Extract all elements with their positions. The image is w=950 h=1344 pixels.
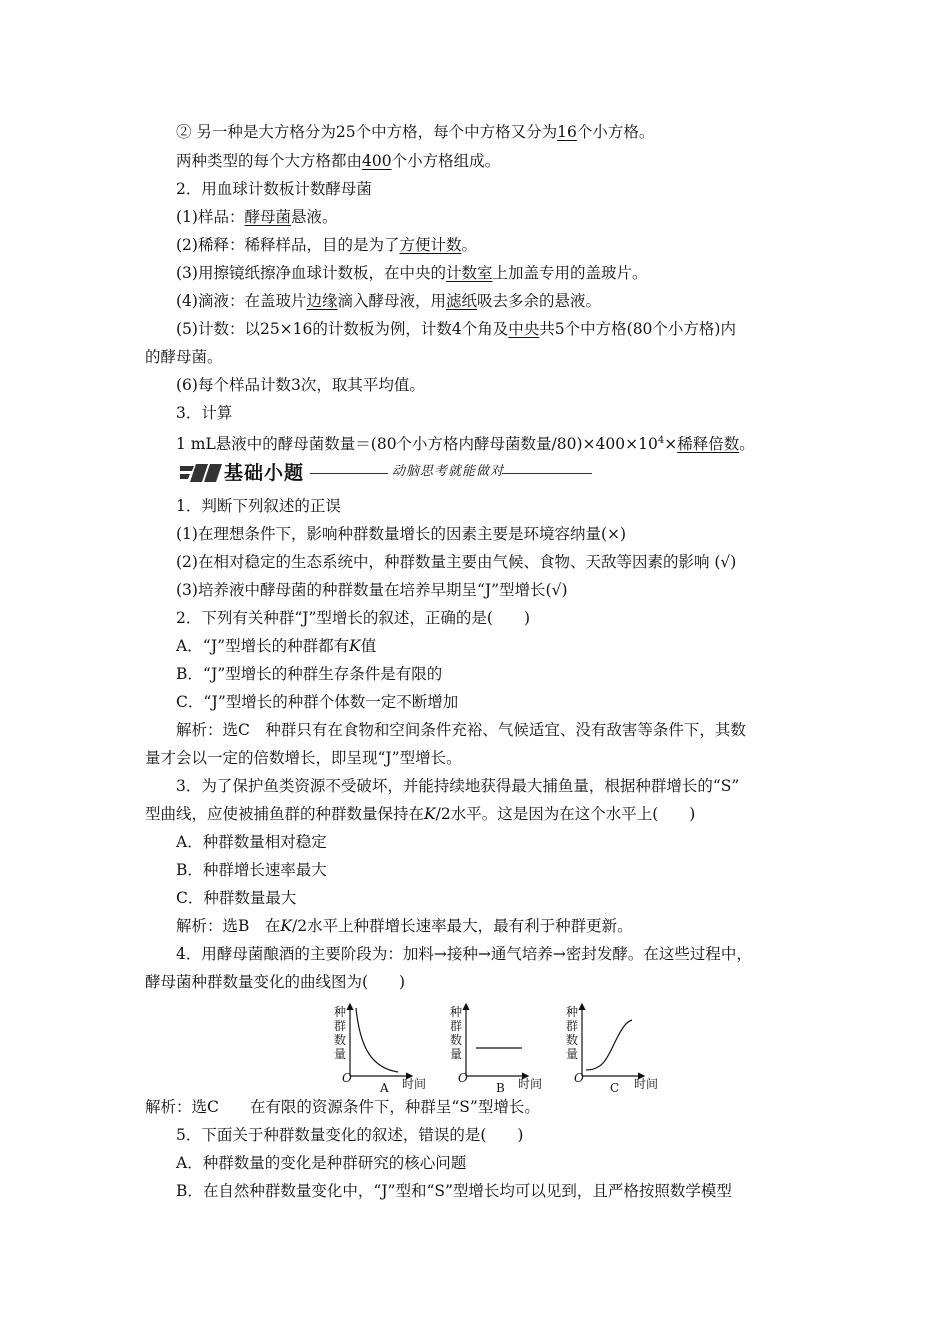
growth-curves-figure [320,1000,660,1092]
option-a: A．“J”型增长的种群都有K值 [176,637,377,655]
panel-c [566,1004,658,1092]
question-3: 型曲线，应使被捕鱼群的种群数量保持在K/2水平。这是因为在这个水平上( ) [145,805,696,823]
text-line: 两种类型的每个大方格都由400个小方格组成。 [176,152,501,170]
option-b: B．“J”型增长的种群生存条件是有限的 [176,665,443,683]
panel-b [450,1004,542,1092]
question-1: 1．判断下列叙述的正误 [176,497,341,515]
origin-label: O [458,1071,468,1085]
divider [502,473,592,474]
panel-label: A [380,1081,389,1092]
text-line: (2)稀释：稀释样品，目的是为了方便计数。 [176,236,477,254]
formula-line: 1 mL悬液中的酵母菌数量＝(80个小方格内酵母菌数量$/80)\times 400\times 10^4\times$稀释倍数。 [176,435,755,453]
panel-label: C [610,1081,620,1092]
option-b: B．在自然种群数量变化中，“J”型和“S”型增长均可以见到，且严格按照数学模型 [176,1182,732,1200]
question-1-item: (3)培养液中酵母菌的种群数量在培养早期呈“J”型增长(√) [176,581,568,599]
section-title: 基础小题 [224,462,305,484]
panel-a [334,1004,426,1092]
text-line: (6)每个样品计数3次，取其平均值。 [176,376,425,394]
svg-text:种群数量: 种群数量 [450,1005,463,1061]
solution: 解析：选C 种群只有在食物和空间条件充裕、气候适宜、没有敌害等条件下，其数 [176,721,746,739]
y-axis-label [334,1005,346,1061]
x-axis-label: 时间 [634,1077,659,1091]
origin-label: O [574,1071,584,1085]
text-line: ② 另一种是大方格分为25个中方格，每个中方格又分为16个小方格。 [176,123,655,141]
y-axis-label [450,1005,462,1061]
question-4: 酵母菌种群数量变化的曲线图为( ) [145,973,406,991]
question-2: 2．下列有关种群“J”型增长的叙述，正确的是( ) [176,609,531,627]
question-5: 5．下面关于种群数量变化的叙述，错误的是( ) [176,1126,524,1144]
x-axis-label: 时间 [518,1077,543,1091]
text-line: (3)用擦镜纸擦净血球计数板，在中央的计数室上加盖专用的盖玻片。 [176,264,648,282]
origin-label: O [342,1071,352,1085]
divider [310,473,390,474]
curve-panels [320,1000,660,1092]
question-3: 3．为了保护鱼类资源不受破坏，并能持续地获得最大捕鱼量，根据种群增长的“S” [176,777,740,795]
y-axis-label [566,1005,578,1061]
svg-text:种群数量: 种群数量 [334,1005,347,1061]
curve-c [586,1020,632,1070]
curve-a [356,1008,398,1072]
solution: 解析：选B 在K/2水平上种群增长速率最大，最有利于种群更新。 [176,917,633,935]
text-line: (5)计数：以25×16的计数板为例，计数4个角及中央共5个中方格(80个小方格)内 [176,320,736,338]
text-line: (4)滴液：在盖玻片边缘滴入酵母液，用滤纸吸去多余的悬液。 [176,292,602,310]
option-c: C．“J”型增长的种群个体数一定不断增加 [176,693,459,711]
svg-text:种群数量: 种群数量 [566,1005,579,1061]
x-axis-label: 时间 [402,1077,427,1091]
option-b: B．种群增长速率最大 [176,861,327,879]
question-4: 4．用酵母菌酿酒的主要阶段为：加料→接种→通气培养→密封发酵。在这些过程中， [176,945,752,963]
option-a: A．种群数量相对稳定 [176,833,327,851]
option-c: C．种群数量最大 [176,889,297,907]
panel-label: B [496,1081,505,1092]
solution: 解析：选C 在有限的资源条件下，种群呈“S”型增长。 [145,1098,540,1116]
text-line: 2．用血球计数板计数酵母菌 [176,180,372,198]
text-line: (1)样品：酵母菌悬液。 [176,208,338,226]
section-header [180,460,600,488]
question-1-item: (2)在相对稳定的生态系统中，种群数量主要由气候、食物、天敌等因素的影响 (√) [176,553,737,571]
section-subtitle: 动脑思考就能做对 [388,462,508,482]
option-a: A．种群数量的变化是种群研究的核心问题 [176,1154,467,1172]
section-stripes-icon [180,462,222,484]
text-line: 3．计算 [176,404,233,422]
solution: 量才会以一定的倍数增长，即呈现“J”型增长。 [145,749,462,767]
question-1-item: (1)在理想条件下，影响种群数量增长的因素主要是环境容纳量(×) [176,525,627,543]
text-line: 的酵母菌。 [145,348,223,366]
